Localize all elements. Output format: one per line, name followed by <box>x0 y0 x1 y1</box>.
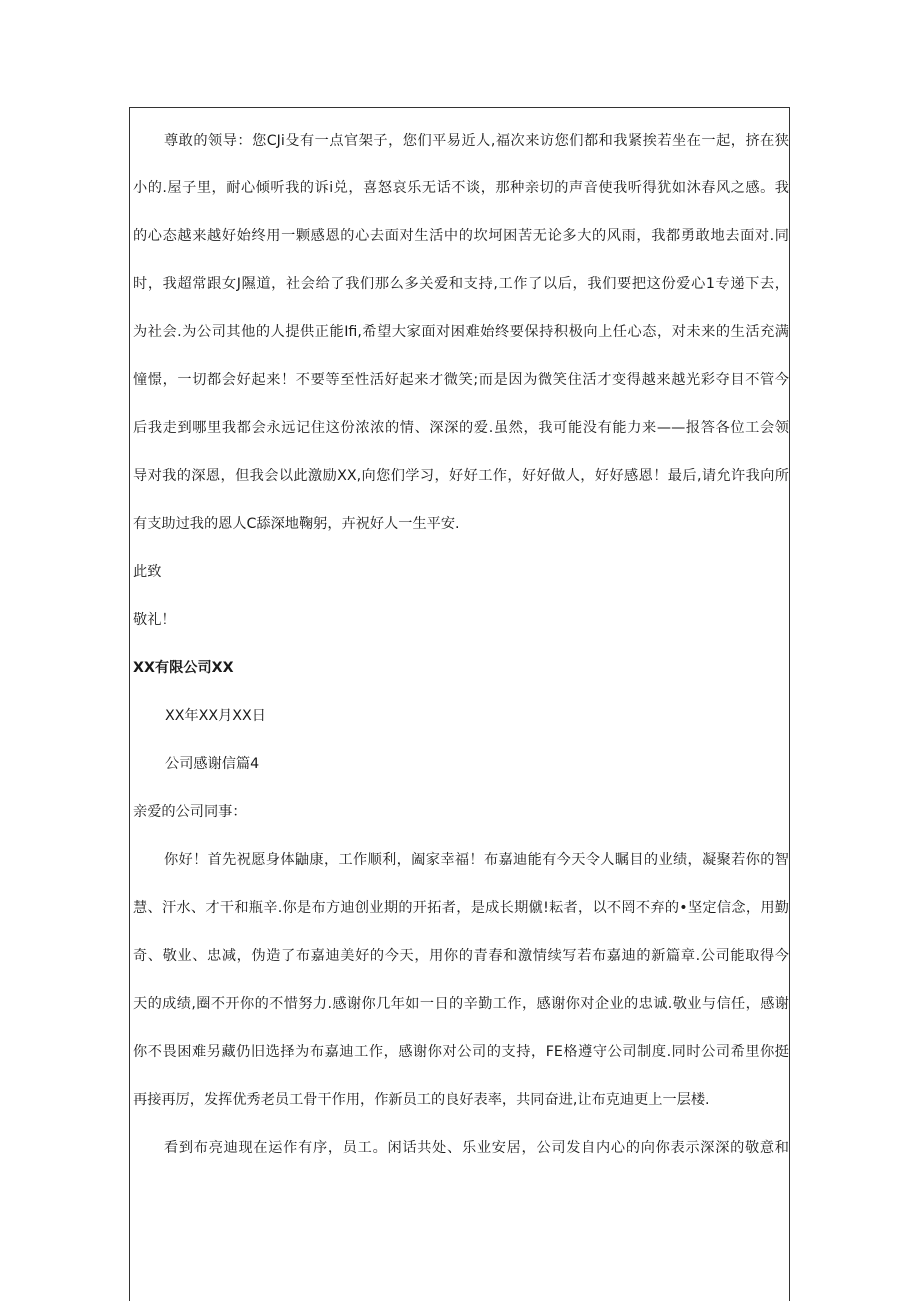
paragraph-line: 导对我的深恩，但我会以此激励XX,向您们学习，好好工作，好好做人，好好感恩！最后,请允许我向所 <box>133 468 789 484</box>
paragraph-line: 后我走到哪里我都会永远记住这份浓浓的情、深深的爱.虽然，我可能没有能力来——报答各位工会领 <box>133 420 789 436</box>
paragraph-line: 你好！首先祝愿身体鼬康，工作顺利，阖家幸福！布嘉迪能有今天令人瞩目的业绩，凝聚若你的智 <box>164 852 789 868</box>
paragraph-line: 再接再厉，发挥优秀老员工骨干作用，作新员工的良好表率，共同奋进,让布克迪更上一层楼. <box>133 1092 710 1108</box>
paragraph-line: 慧、汗水、才干和瓶辛.你是布方迪创业期的开拓者，是成长期僦!耘者，以不罔不弃的•坚定信念，用勤 <box>133 900 789 916</box>
paragraph-line: 天的成绩,圈不开你的不惜努力.感谢你几年如一日的辛勤工作，感谢你对企业的忠诚.敬业与信任，感谢 <box>133 996 789 1012</box>
paragraph-line: 尊敢的领导：您CJi殳有一点官架子，您们平易近人,福次来访您们都和我紧挨若坐在一起，挤在狭 <box>164 133 789 149</box>
salutation: 亲爱的公司同事： <box>133 804 247 820</box>
paragraph-line: 有支助过我的恩人C舔深地鞠躬，卉祝好人一生平安. <box>133 516 460 532</box>
paragraph-line: 小的.屋子里，耐心倾听我的诉i兑，喜怒哀乐无话不谈，那种亲切的声音使我听得犹如沐春风之感。我 <box>133 180 789 196</box>
paragraph-line: 的心态越来越好始终用一颗感恩的心去面对生活中的坎坷困苦无论多大的风雨，我都勇敢地去面对.同 <box>133 228 789 244</box>
paragraph-line: 看到布亮迪现在运作有序，员工。闲话共处、乐业安居，公司发自内心的向你表示深深的敬意和 <box>164 1140 789 1156</box>
paragraph-line: 你不畏困难另藏仍旧选择为布嘉迪工作，感谢你对公司的支持，FE格遵守公司制度.同时公司希里你挺 <box>133 1044 789 1060</box>
paragraph-line: 时，我超常跟女J隰道，社会给了我们那么多关爱和支持,工作了以后，我们要把这份爱心1专递下去， <box>133 276 789 292</box>
section-title: 公司感谢信篇4 <box>165 756 260 772</box>
paragraph-line: 奇、敬业、忠减，伪造了布嘉迪美好的今天，用你的青春和激情续写若布嘉迪的新篇章.公司能取得今 <box>133 948 789 964</box>
paragraph-line: 憧憬，一切都会好起来！不要等至性活好起来才微笑;而是因为微笑住活才变得越来越光彩夺目不管今 <box>133 372 789 388</box>
date-signature: XX年XX月XX日 <box>165 708 266 724</box>
company-signature: XX有限公司XX <box>133 660 234 676</box>
closing-jing-li: 敬礼！ <box>133 612 176 628</box>
closing-ci-zhi: 此致 <box>133 564 162 580</box>
paragraph-line: 为社会.为公司其他的人提供正能Ifi,希望大家面对困难始终要保持积极向上任心态，对未来的生活充满 <box>133 324 789 340</box>
